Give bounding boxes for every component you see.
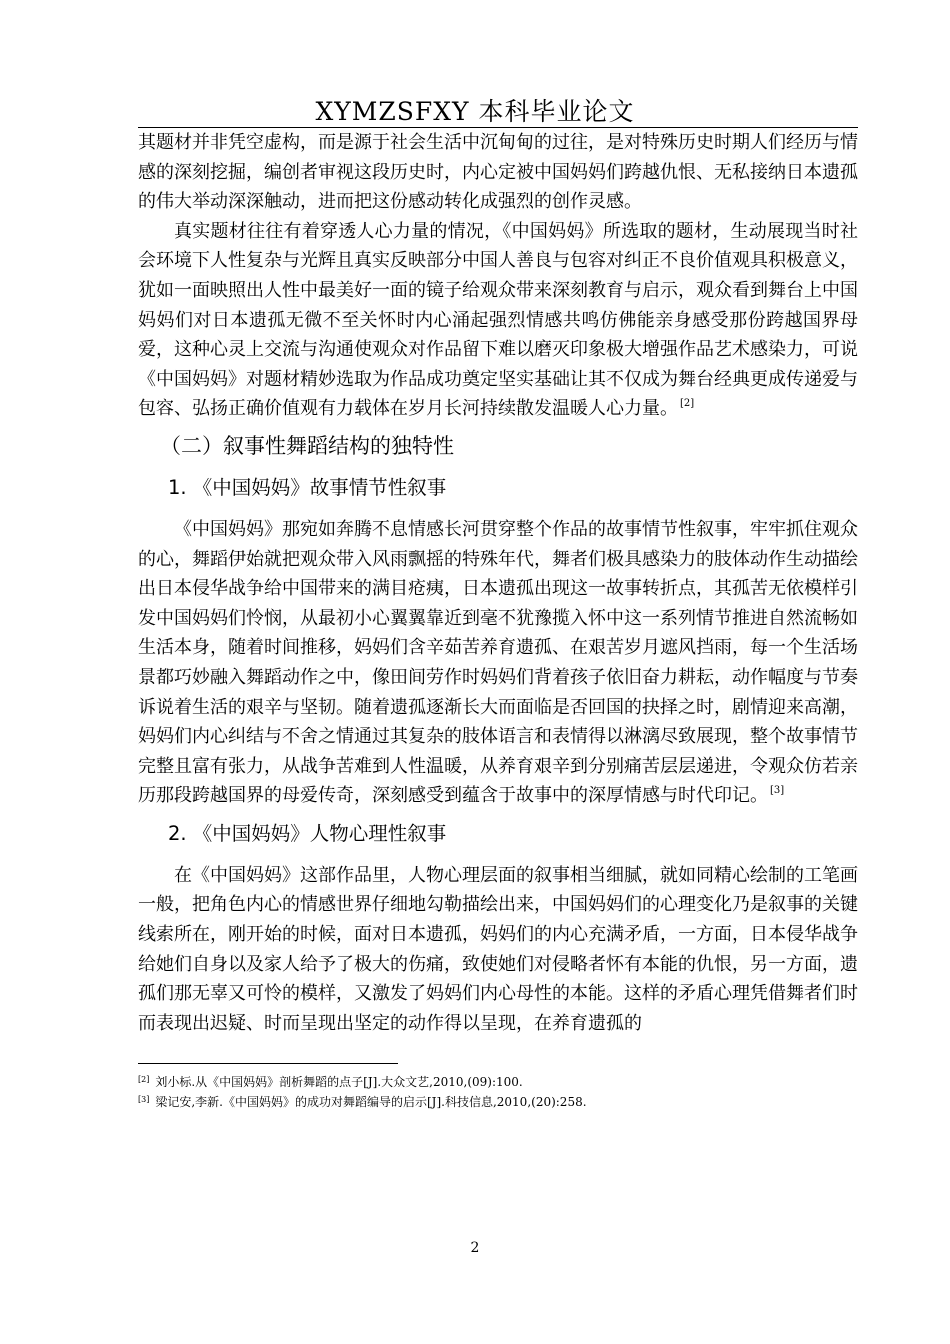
- footnote-item: [138, 1092, 858, 1112]
- footnote-divider: [138, 1063, 398, 1064]
- paragraph-text: 其题材并非凭空虚构，而是源于社会生活中沉甸甸的过往，是对特殊历史时期人们经历与情感的深刻挖掘，编创者审视这段历史时，内心定被中国妈妈们跨越仇恨、无私接纳日本遗孤的伟大举动深深触动，进而把这份感动转化成强烈的创作灵感。: [138, 132, 858, 213]
- subsection-heading-2: 2. 《中国妈妈》人物心理性叙事: [168, 821, 447, 845]
- page-body: [138, 128, 858, 1038]
- paragraph-text: 《中国妈妈》那宛如奔腾不息情感长河贯穿整个作品的故事情节性叙事，牢牢抓住观众的心，舞蹈伊始就把观众带入风雨飘摇的特殊年代，舞者们极具感染力的肢体动作生动描绘出日本侵华战争给中国带来的满目疮痍，日本遗孤出现这一故事转折点，其孤苦无依模样引发中国妈妈们怜悯，从最初小心翼翼靠近到毫不犹豫揽入怀中这一系列情节推进自然流畅如生活本身，随着时间推移，妈妈们含辛茹苦养育遗孤、在艰苦岁月遮风挡雨，每一个生活场景都巧妙融入舞蹈动作之中，像田间劳作时妈妈们背着孩子依旧奋力耕耘，动作幅度与节奏诉说着生活的艰辛与坚韧。随着遗孤逐渐长大而面临是否回国的抉择之时，剧情迎来高潮，妈妈们内心纠结与不舍之情通过其复杂的肢体语言和表情得以淋漓尽致展现，整个故事情节完整且富有张力，从战争苦难到人性温暖，从养育艰辛到分别痛苦层层递进，令观众仿若亲历那段跨越国界的母爱传奇，深刻感受到蕴含于故事中的深厚情感与时代印记。: [138, 518, 858, 807]
- citation-mark: [2]: [680, 398, 695, 410]
- subsection-heading-1: 1. 《中国妈妈》故事情节性叙事: [168, 475, 447, 499]
- paragraph-psychological-narrative: [138, 861, 858, 1039]
- footnotes: [138, 1072, 858, 1112]
- paragraph-real-subject: [138, 217, 858, 424]
- footnote-item: [138, 1072, 858, 1092]
- paragraph-plot-narrative: [138, 515, 858, 811]
- paragraph-text: 在《中国妈妈》这部作品里，人物心理层面的叙事相当细腻，就如同精心绘制的工笔画一般，把角色内心的情感世界仔细地勾勒描绘出来，中国妈妈们的心理变化乃是叙事的关键线索所在，刚开始的时候，面对日本遗孤，妈妈们的内心充满矛盾，一方面，日本侵华战争给她们自身以及家人给予了极大的伤痛，致使她们对侵略者怀有本能的仇恨，另一方面，遗孤们那无辜又可怜的模样，又激发了妈妈们内心母性的本能。这样的矛盾心理凭借舞者们时而表现出迟疑、时而呈现出坚定的动作得以呈现，在养育遗孤的: [138, 864, 858, 1034]
- page-header-title: XYMZSFXY 本科毕业论文: [315, 97, 635, 126]
- footnote-text: 梁记安,李新.《中国妈妈》的成功对舞蹈编导的启示[J].科技信息,2010,(20):258.: [155, 1095, 587, 1109]
- page-number: 2: [470, 1240, 480, 1256]
- footnote-text: 刘小标.从《中国妈妈》剖析舞蹈的点子[J].大众文艺,2010,(09):100.: [155, 1075, 523, 1089]
- footnote-mark: [3]: [138, 1095, 150, 1104]
- paragraph-continued: [138, 128, 858, 217]
- citation-mark: [3]: [770, 785, 785, 797]
- section-heading: （二）叙事性舞蹈结构的独特性: [160, 433, 454, 458]
- paragraph-text: 真实题材往往有着穿透人心力量的情况，《中国妈妈》所选取的题材，生动展现当时社会环境下人性复杂与光辉且真实反映部分中国人善良与包容对纠正不良价值观具积极意义，犹如一面映照出人性中最美好一面的镜子给观众带来深刻教育与启示，观众看到舞台上中国妈妈们对日本遗孤无微不至关怀时内心涌起强烈情感共鸣仿佛能亲身感受那份跨越国界母爱，这种心灵上交流与沟通使观众对作品留下难以磨灭印象极大增强作品艺术感染力，可说《中国妈妈》对题材精妙选取为作品成功奠定坚实基础让其不仅成为舞台经典更成传递爱与包容、弘扬正确价值观有力载体在岁月长河持续散发温暖人心力量。: [138, 220, 858, 420]
- footnote-mark: [2]: [138, 1075, 150, 1084]
